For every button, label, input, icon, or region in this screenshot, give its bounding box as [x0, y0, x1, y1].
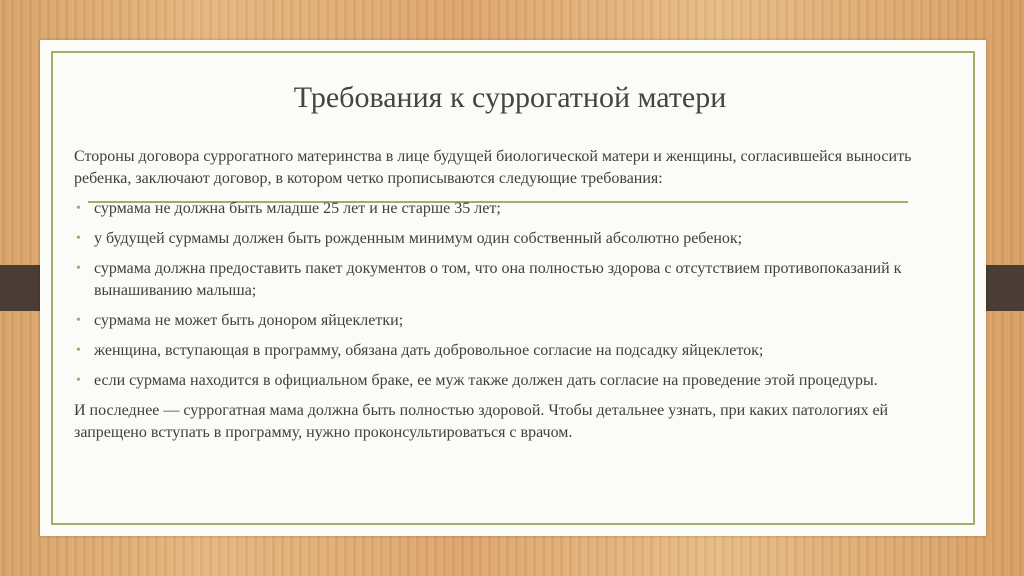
list-item-text: сурмама должна предоставить пакет документов о том, что она полностью здорова с отсутствием противопоказаний к вынашиванию малыша; — [94, 260, 902, 299]
list-item-text: если сурмама находится в официальном браке, ее муж также должен дать согласие на проведение этой процедуры. — [94, 372, 878, 389]
list-item — [74, 340, 934, 362]
bullet-icon: • — [76, 313, 81, 328]
closing-paragraph: И последнее — суррогатная мама должна быть полностью здоровой. Чтобы детальнее узнать, при каких патологиях ей запрещено вступать в программу, нужно проконсультироваться с врачом. — [74, 402, 889, 441]
intro-paragraph: Стороны договора суррогатного материнства в лице будущей биологической матери и женщины, согласившейся выносить ребенка, заключают договор, в котором четко прописываются следующие требования: — [74, 148, 912, 187]
bullet-icon: • — [76, 261, 81, 276]
bullet-icon: • — [76, 373, 81, 388]
list-item — [74, 370, 934, 392]
list-item-text: сурмама не должна быть младше 25 лет и не старше 35 лет; — [94, 200, 501, 217]
bullet-icon: • — [76, 343, 81, 358]
slide-card — [40, 40, 986, 536]
list-item — [74, 198, 934, 220]
bullet-icon: • — [76, 201, 81, 216]
list-item — [74, 228, 934, 250]
list-item — [74, 310, 934, 332]
requirements-list — [74, 198, 934, 392]
list-item-text: женщина, вступающая в программу, обязана дать добровольное согласие на подсадку яйцеклеток; — [94, 342, 764, 359]
bullet-icon: • — [76, 231, 81, 246]
list-item — [74, 258, 934, 302]
list-item-text: у будущей сурмамы должен быть рожденным минимум один собственный абсолютно ребенок; — [94, 230, 743, 247]
slide-body — [74, 146, 934, 444]
slide-title: Требования к суррогатной матери — [293, 81, 727, 114]
list-item-text: сурмама не может быть донором яйцеклетки; — [94, 312, 404, 329]
